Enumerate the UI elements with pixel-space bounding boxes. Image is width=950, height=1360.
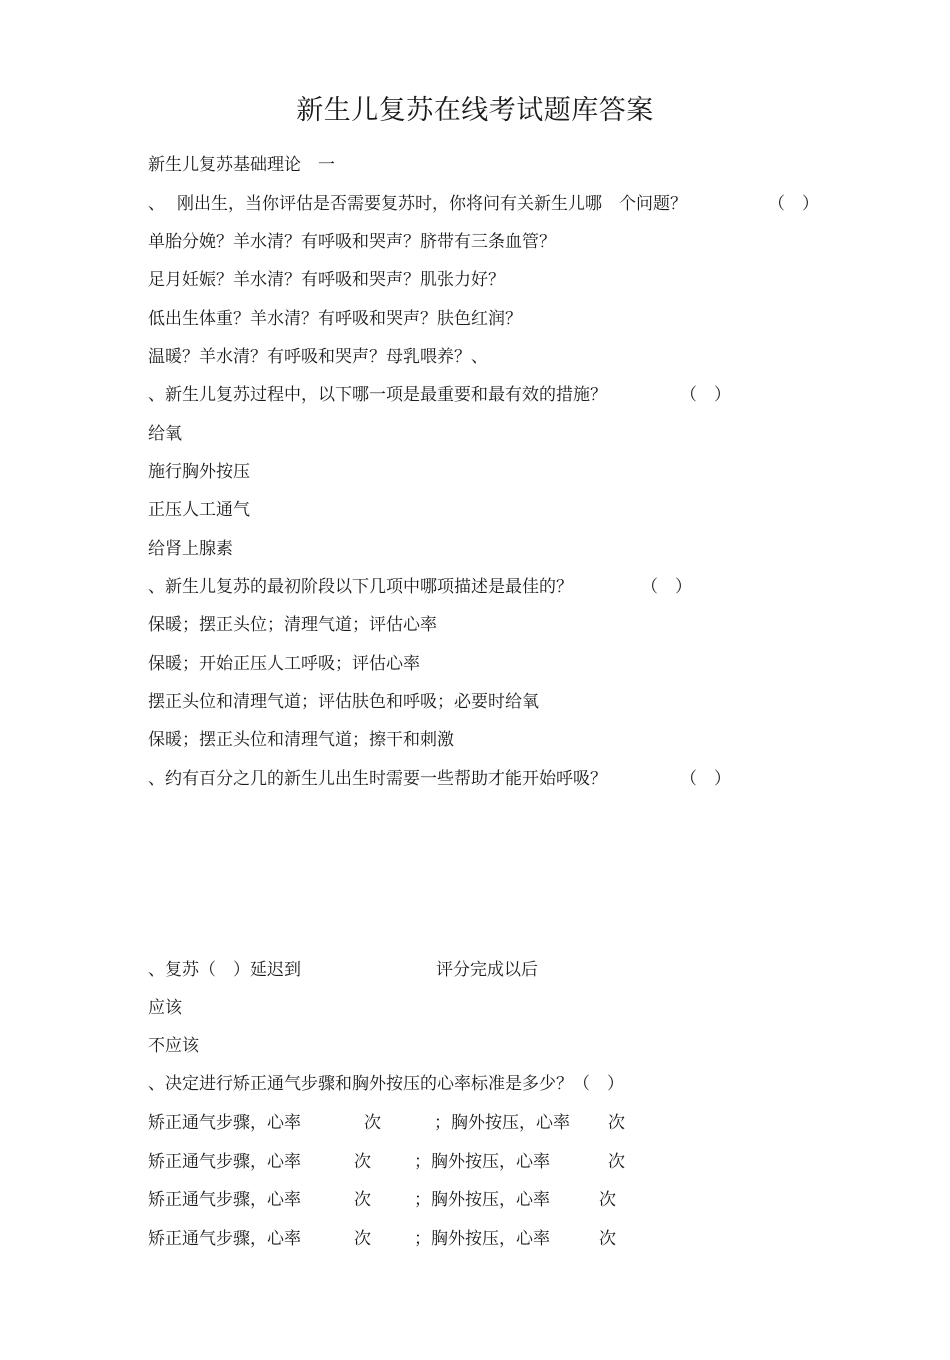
- option-label: 矫正通气步骤，心率: [148, 1113, 301, 1133]
- question-5: [148, 959, 568, 981]
- question-2-option: 正压人工通气: [148, 500, 250, 520]
- question-5-option: 不应该: [148, 1036, 199, 1056]
- option-unit: 次: [608, 1152, 625, 1172]
- question-3: [148, 576, 708, 598]
- question-2-option: 施行胸外按压: [148, 462, 250, 482]
- question-1-answer-paren: （ ）: [768, 194, 819, 214]
- option-unit: 次: [608, 1113, 625, 1133]
- option-label: 矫正通气步骤，心率: [148, 1152, 301, 1172]
- option-label: 矫正通气步骤，心率: [148, 1190, 301, 1210]
- question-2-option: 给氧: [148, 424, 182, 444]
- question-5-stem: 、复苏（ ）延迟到: [148, 960, 301, 980]
- question-4-answer-paren: （ ）: [680, 769, 731, 789]
- option-label: ；胸外按压，心率: [414, 1229, 550, 1249]
- question-1-option: 温暖？羊水清？有呼吸和哭声？母乳喂养？、: [148, 347, 488, 367]
- question-1-option: 低出生体重？羊水清？有呼吸和哭声？肤色红润？: [148, 309, 522, 329]
- option-unit: 次: [599, 1190, 616, 1210]
- option-unit: 次: [354, 1190, 371, 1210]
- question-2: [148, 384, 748, 406]
- question-1-option: 足月妊娠？羊水清？有呼吸和哭声？肌张力好？: [148, 270, 505, 290]
- option-unit: 次: [354, 1229, 371, 1249]
- question-3-option: 保暖；摆正头位；清理气道；评估心率: [148, 615, 437, 635]
- section-heading: 新生儿复苏基础理论 一: [148, 155, 335, 175]
- option-unit: 次: [364, 1113, 381, 1133]
- question-1: [148, 193, 819, 215]
- question-4-stem: 、约有百分之几的新生儿出生时需要一些帮助才能开始呼吸？: [148, 769, 607, 789]
- question-3-option: 摆正头位和清理气道；评估肤色和呼吸；必要时给氧: [148, 692, 539, 712]
- page-title: 新生儿复苏在线考试题库答案: [296, 95, 654, 126]
- question-1-number: 、: [148, 194, 165, 214]
- question-3-answer-paren: （ ）: [641, 577, 692, 597]
- question-1-stem: 刚出生，当你评估是否需要复苏时，你将问有关新生儿哪 个问题？: [177, 194, 687, 214]
- question-5-option: 应该: [148, 998, 182, 1018]
- option-label: ；胸外按压，心率: [414, 1152, 550, 1172]
- question-6-option: [148, 1112, 648, 1134]
- question-3-option: 保暖；摆正头位和清理气道；擦干和刺激: [148, 730, 454, 750]
- question-5-stem-end: 评分完成以后: [436, 960, 538, 980]
- option-label: ；胸外按压，心率: [434, 1113, 570, 1133]
- question-6-stem: 、决定进行矫正通气步骤和胸外按压的心率标准是多少？（ ）: [148, 1074, 624, 1094]
- question-2-answer-paren: （ ）: [680, 385, 731, 405]
- question-3-stem: 、新生儿复苏的最初阶段以下几项中哪项描述是最佳的？: [148, 577, 573, 597]
- option-unit: 次: [599, 1229, 616, 1249]
- question-6-option: [148, 1151, 648, 1173]
- option-unit: 次: [354, 1152, 371, 1172]
- question-4: [148, 768, 748, 790]
- option-label: ；胸外按压，心率: [414, 1190, 550, 1210]
- question-2-option: 给肾上腺素: [148, 539, 233, 559]
- option-label: 矫正通气步骤，心率: [148, 1229, 301, 1249]
- question-6-option: [148, 1228, 648, 1250]
- question-2-stem: 、新生儿复苏过程中，以下哪一项是最重要和最有效的措施？: [148, 385, 607, 405]
- question-1-option: 单胎分娩？羊水清？有呼吸和哭声？脐带有三条血管？: [148, 232, 556, 252]
- question-3-option: 保暖；开始正压人工呼吸；评估心率: [148, 654, 420, 674]
- question-6-option: [148, 1189, 648, 1211]
